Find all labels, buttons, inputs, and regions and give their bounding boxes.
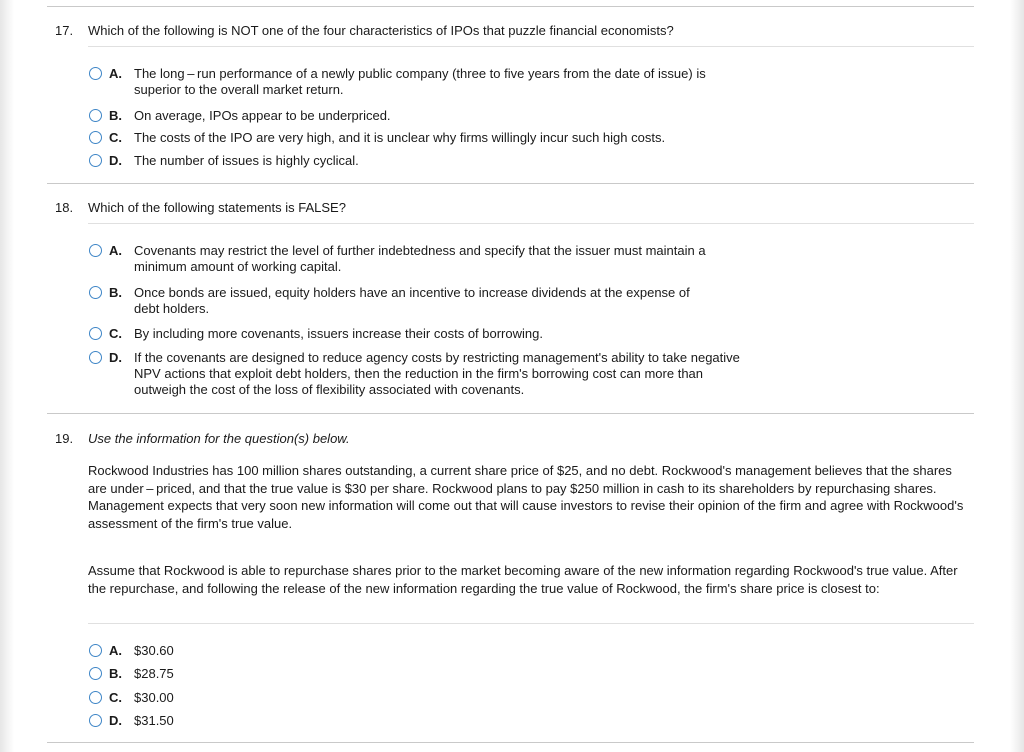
radio-button[interactable] [89,67,102,80]
option-text: Once bonds are issued, equity holders have an incentive to increase dividends at the expense of debt holders. [134,285,690,316]
option-text: If the covenants are designed to reduce agency costs by restricting management's ability to take negative NPV actions that exploit debt holders, then the reduction in the firm's borrowing cost can more than outweigh the cost of the loss of flexibility associated with covenants. [134,350,740,397]
option-letter: A. [109,643,122,658]
divider [47,183,974,184]
radio-button[interactable] [89,244,102,257]
radio-button[interactable] [89,154,102,167]
option-text: $28.75 [134,666,174,681]
divider [47,413,974,414]
option-letter: C. [109,326,122,341]
answer-option-19b[interactable] [89,666,744,682]
option-letter: A. [109,66,122,81]
answer-option-18c[interactable] [89,326,744,342]
option-letter: B. [109,108,122,123]
radio-button[interactable] [89,691,102,704]
answer-option-19a[interactable] [89,643,744,659]
radio-button[interactable] [89,286,102,299]
divider [88,623,974,624]
option-letter: D. [109,350,122,365]
option-letter: D. [109,713,122,728]
answer-option-17c[interactable] [89,130,834,146]
option-letter: D. [109,153,122,168]
option-letter: C. [109,690,122,705]
page-shadow-right [1010,0,1024,752]
option-text: The costs of the IPO are very high, and it is unclear why firms willingly incur such high costs. [134,130,666,145]
radio-button[interactable] [89,131,102,144]
divider [47,742,974,743]
radio-button[interactable] [89,109,102,122]
question-text: Assume that Rockwood is able to repurchase shares prior to the market becoming aware of the new information regarding Rockwood's true value. After the repurchase, and following the release of the new information regarding the true value of Rockwood, the firm's share price is closest to: [88,563,958,596]
option-text: On average, IPOs appear to be underpriced. [134,108,391,123]
option-letter: B. [109,666,122,681]
answer-option-19d[interactable] [89,713,744,729]
page-shadow-left [0,0,14,752]
answer-option-18b[interactable] [89,285,714,317]
radio-button[interactable] [89,351,102,364]
radio-button[interactable] [89,644,102,657]
radio-button[interactable] [89,714,102,727]
option-letter: C. [109,130,122,145]
option-text: Covenants may restrict the level of further indebtedness and specify that the issuer must maintain a minimum amount of working capital. [134,243,706,274]
divider [88,223,974,224]
option-text: The long – run performance of a newly public company (three to five years from the date of issue) is superior to the overall market return. [134,66,706,97]
answer-option-18d[interactable] [89,350,749,398]
answer-option-18a[interactable] [89,243,744,275]
question-intro: Use the information for the question(s) below. [88,431,350,446]
divider [88,46,974,47]
question-number: 18. [55,200,74,215]
info-paragraph: Rockwood Industries has 100 million shares outstanding, a current share price of $25, and no debt. Rockwood's management believes that the shares are under – priced, and that the true value is $30 per share. Rockwood plans to pay $250 million in cash to its shareholders by repurchasing shares. Management expects that very soon new information will come out that will cause investors to revise their opinion of the firm and agree with Rockwood's assessment of the firm's true value. [88,463,964,531]
option-letter: A. [109,243,122,258]
option-letter: B. [109,285,122,300]
question-text: Which of the following is NOT one of the four characteristics of IPOs that puzzle financial economists? [88,23,674,38]
question-text: Which of the following statements is FALSE? [88,200,346,215]
question-number: 19. [55,431,74,446]
option-text: The number of issues is highly cyclical. [134,153,359,168]
divider [47,6,974,7]
option-text: $31.50 [134,713,174,728]
answer-option-17b[interactable] [89,108,744,124]
option-text: $30.60 [134,643,174,658]
radio-button[interactable] [89,667,102,680]
option-text: $30.00 [134,690,174,705]
question-number: 17. [55,23,74,38]
radio-button[interactable] [89,327,102,340]
answer-option-17a[interactable] [89,66,744,98]
answer-option-17d[interactable] [89,153,744,169]
option-text: By including more covenants, issuers increase their costs of borrowing. [134,326,543,341]
answer-option-19c[interactable] [89,690,744,706]
